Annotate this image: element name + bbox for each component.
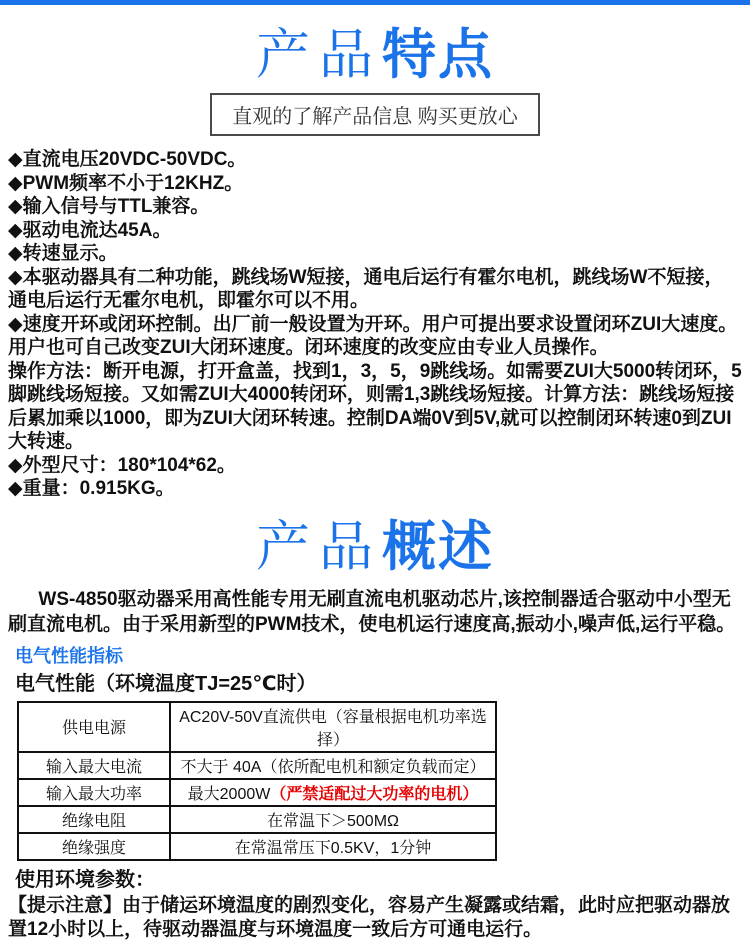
- spec-label: 绝缘强度: [18, 833, 170, 860]
- feature-bullet-speed-display: ◆转速显示。: [8, 243, 118, 264]
- power-warning-text: （严禁适配过大功率的电机）: [270, 785, 479, 803]
- spec-label: 绝缘电阻: [18, 806, 170, 833]
- feature-bullet-hall-modes: ◆本驱动器具有二种功能，跳线场W短接，通电后运行有霍尔电机，跳线场W不短接，通电后运行无霍尔电机，即霍尔可以不用。: [8, 266, 724, 311]
- spec-label: 输入最大电流: [18, 752, 170, 779]
- overview-title-emphasis: 概述: [382, 516, 494, 577]
- overview-section: [0, 587, 750, 637]
- features-title-prefix: 产品: [256, 25, 382, 85]
- spec-row-insulation-strength: [18, 833, 496, 860]
- feature-bullet-voltage: ◆直流电压20VDC-50VDC。: [8, 149, 247, 170]
- feature-bullet-loop-control: ◆速度开环或闭环控制。出厂前一般设置为开环。用户可提出要求设置闭环ZUI大速度。用户也可自己改变ZUI大闭环速度。闭环速度的改变应由专业人员操作。: [8, 313, 738, 358]
- spec-row-max-power: [18, 779, 496, 806]
- features-title-emphasis: 特点: [382, 25, 494, 85]
- spec-value: AC20V-50V直流供电（容量根据电机功率选择）: [170, 702, 496, 752]
- feature-bullet-dimensions: ◆外型尺寸：180*104*62。: [8, 454, 236, 476]
- feature-bullet-pwm: ◆PWM频率不小于12KHZ。: [8, 172, 244, 194]
- overview-title-prefix: 产品: [256, 516, 382, 577]
- electrical-section: [0, 645, 750, 861]
- spec-value: 在常温常压下0.5KV，1分钟: [170, 833, 496, 860]
- feature-bullet-current: ◆驱动电流达45A。: [8, 219, 172, 241]
- features-header: [0, 25, 750, 136]
- spec-row-insulation-resistance: [18, 806, 496, 833]
- spec-label: 供电电源: [18, 702, 170, 752]
- feature-bullet-ttl: ◆输入信号与TTL兼容。: [8, 196, 210, 217]
- electrical-subheading: 电气性能（环境温度TJ=25℃时）: [15, 672, 317, 695]
- overview-paragraph: WS-4850驱动器采用高性能专用无刷直流电机驱动芯片,该控制器适合驱动中小型无刷直流电机。由于采用新型的PWM技术，使电机运行速度高,振动小,噪声低,运行平稳。: [8, 588, 736, 635]
- top-accent-bar: [0, 0, 750, 5]
- environment-heading: 使用环境参数：: [15, 868, 155, 891]
- spec-value: [170, 779, 496, 806]
- spec-value-normal: 最大2000W: [187, 785, 271, 803]
- tagline-box: [210, 93, 540, 136]
- spec-row-max-current: [18, 752, 496, 779]
- electrical-spec-table: [17, 701, 497, 861]
- electrical-specs-heading: 电气性能指标: [15, 645, 123, 666]
- spec-label: 输入最大功率: [18, 779, 170, 806]
- feature-bullet-weight: ◆重量：0.915KG。: [8, 478, 175, 499]
- tagline-text: 直观的了解产品信息 购买更放心: [232, 106, 518, 128]
- spec-row-power-supply: [18, 702, 496, 752]
- environment-note: 【提示注意】由于储运环境温度的剧烈变化，容易产生凝露或结霜，此时应把驱动器放置12小时以上，待驱动器温度与环境温度一致后方可通电运行。: [8, 894, 731, 940]
- feature-operation-method: 操作方法：断开电源，打开盒盖，找到1，3，5，9跳线场。如需要ZUI大5000转闭环，5脚跳线场短接。又如需ZUI大4000转闭环，则需1,3跳线场短接。计算方法：跳线场短接后累加乘以1000，即为ZUI大闭环转速。控制DA端0V到5V,就可以控制闭环转速0到ZUI大转速。: [8, 360, 742, 452]
- features-title: [0, 25, 750, 85]
- overview-title: [0, 517, 750, 577]
- spec-value: 不大于 40A（依所配电机和额定负载而定）: [170, 752, 496, 779]
- environment-section: [0, 868, 750, 942]
- spec-value: 在常温下＞500MΩ: [170, 806, 496, 833]
- features-section: [0, 148, 750, 501]
- overview-header: [0, 517, 750, 577]
- tagline-row: [0, 93, 750, 136]
